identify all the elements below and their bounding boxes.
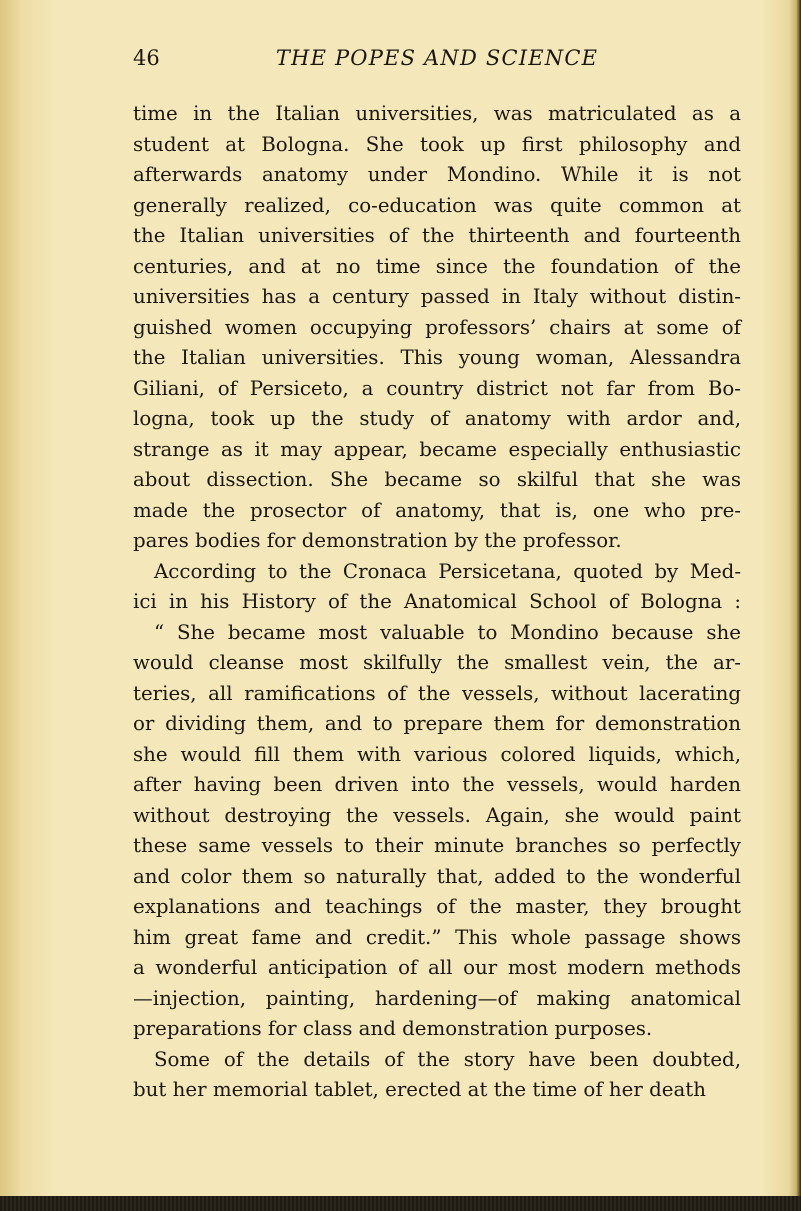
page-bottom-edge <box>0 1196 801 1211</box>
text-line: teries, all ramifications of the vessels, without lacerating <box>133 681 741 705</box>
text-line: strange as it may appear, became especially enthusiastic <box>133 437 741 461</box>
running-title: THE POPES AND SCIENCE <box>275 46 599 70</box>
text-line: the Italian universities. This young woman, Alessandra <box>133 346 741 369</box>
text-line: him great fame and credit.” This whole passage shows <box>133 925 741 949</box>
text-line: Some of the details of the story have been doubted, <box>154 1047 741 1071</box>
text-line: time in the Italian universities, was matriculated as a <box>133 102 741 125</box>
text-line: generally realized, co-education was quite common at <box>133 193 741 217</box>
text-line: and color them so naturally that, added to the wonderful <box>133 864 741 888</box>
running-head <box>133 42 741 74</box>
text-line: without destroying the vessels. Again, she would paint <box>133 803 741 827</box>
text-line: but her memorial tablet, erected at the time of her death <box>133 1078 706 1101</box>
text-line: a wonderful anticipation of all our most modern methods <box>133 956 741 979</box>
gutter-shadow <box>0 0 22 1211</box>
text-line: after having been driven into the vessels, would harden <box>133 773 741 796</box>
text-line: centuries, and at no time since the foundation of the <box>133 254 741 278</box>
text-line: According to the Cronaca Persicetana, quoted by Med- <box>154 559 741 583</box>
text-line: preparations for class and demonstration purposes. <box>133 1017 653 1040</box>
page-right-edge <box>789 0 801 1211</box>
text-line: student at Bologna. She took up first philosophy and <box>133 132 741 156</box>
page-number: 46 <box>133 46 160 70</box>
text-line: Giliani, of Persiceto, a country district not far from Bo- <box>133 376 741 400</box>
text-line: “ She became most valuable to Mondino because she <box>154 620 741 644</box>
text-line: explanations and teachings of the master, they brought <box>133 895 741 918</box>
text-line: or dividing them, and to prepare them for demonstration <box>133 712 741 735</box>
body-text <box>133 99 741 1106</box>
text-line: universities has a century passed in Italy without distin- <box>133 285 741 308</box>
text-line: the Italian universities of the thirteenth and fourteenth <box>133 224 741 247</box>
text-line: logna, took up the study of anatomy with ardor and, <box>133 407 741 430</box>
text-line: guished women occupying professors’ chairs at some of <box>133 315 741 339</box>
text-line: would cleanse most skilfully the smallest vein, the ar- <box>133 651 741 674</box>
text-line: afterwards anatomy under Mondino. While it is not <box>133 163 741 186</box>
text-line: ici in his History of the Anatomical School of Bologna : <box>133 590 741 613</box>
text-line: —injection, painting, hardening—of making anatomical <box>133 986 741 1010</box>
text-line: about dissection. She became so skilful that she was <box>133 468 741 491</box>
text-line: made the prosector of anatomy, that is, one who pre- <box>133 498 741 522</box>
text-line: she would fill them with various colored liquids, which, <box>133 742 741 766</box>
text-line: pares bodies for demonstration by the professor. <box>133 529 622 552</box>
text-line: these same vessels to their minute branches so perfectly <box>133 834 741 857</box>
